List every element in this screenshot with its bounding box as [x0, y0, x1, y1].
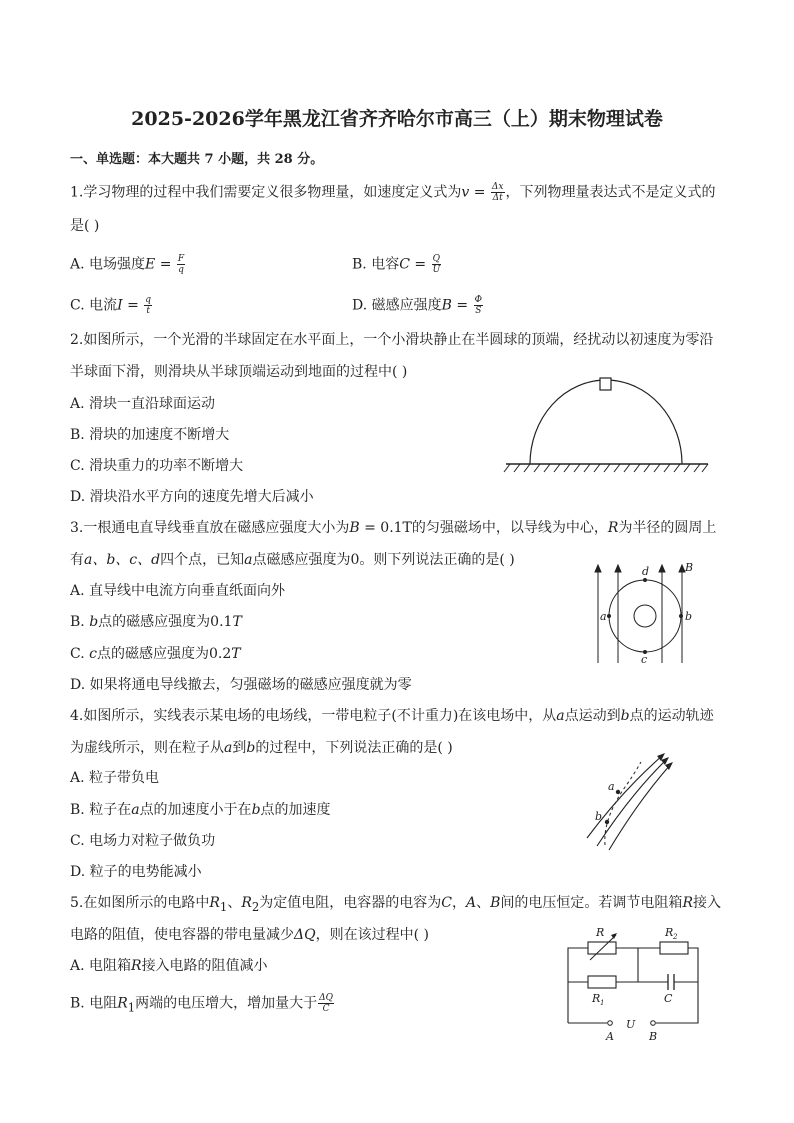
q5-option-a[interactable]: A. 电阻箱R接入电路的阻值减小	[70, 958, 268, 974]
svg-text:R: R	[592, 992, 601, 1005]
q1-option-c[interactable]: C. 电流I = $\frac{q}{t}$	[70, 295, 152, 316]
q2-stem-line1: 2.如图所示，一个光滑的半球固定在水平面上，一个小滑块静止在半圆球的顶端，经扰动以初速度为零沿	[70, 332, 714, 348]
q3-option-b[interactable]: B. b点的磁感应强度为0.1T	[70, 614, 242, 630]
circuit-figure	[560, 920, 720, 1045]
label-b: b	[685, 610, 693, 623]
terminal-B	[651, 1021, 656, 1026]
q1-option-b[interactable]: B. 电容C = $\frac{Q}{U}$	[352, 254, 441, 275]
field-lines	[587, 755, 671, 850]
q2-option-b[interactable]: B. 滑块的加速度不断增大	[70, 427, 230, 443]
orbit-circle	[609, 580, 681, 652]
label-a: a	[600, 610, 607, 623]
q3-option-d[interactable]: D. 如果将通电导线撤去，匀强磁场的磁感应强度就为零	[70, 677, 412, 693]
svg-text:U: U	[626, 1018, 636, 1031]
q5-option-b[interactable]: B. 电阻$R_1$两端的电压增大，增加量大于 $\frac{\Delta Q}{C}$	[70, 993, 334, 1015]
q3-stem-line1: 3.一根通电直导线垂直放在磁感应强度大小为B = 0.1T的匀强磁场中，以导线为中心，R为半径的圆周上	[70, 520, 717, 536]
label-B: B	[685, 561, 694, 574]
svg-text:2: 2	[673, 933, 678, 941]
q5-stem-line2: 电路的阻值，使电容器的带电量减少ΔQ，则在该过程中( )	[70, 927, 429, 943]
resistor-box-R2	[660, 942, 688, 954]
wire-circle	[634, 605, 656, 627]
page-title: 2025-2026学年黑龙江省齐齐哈尔市高三（上）期末物理试卷	[131, 108, 663, 130]
q2-option-c[interactable]: C. 滑块重力的功率不断增大	[70, 458, 244, 474]
q4-stem-line2: 为虚线所示，则在粒子从a到b的过程中，下列说法正确的是( )	[70, 740, 453, 756]
magnetic-field-figure	[590, 563, 700, 668]
svg-text:C: C	[664, 992, 673, 1005]
label-a: a	[608, 780, 615, 793]
svg-text:R: R	[596, 926, 605, 939]
hemisphere-figure	[500, 370, 720, 480]
label-b: b	[595, 810, 603, 823]
q1-stem-line1: 1.学习物理的过程中我们需要定义很多物理量，如速度定义式为v = $\frac{\Delta x}{\Delta t}$ ，下列物理量表达式不是定义式的	[70, 182, 716, 203]
q1-option-a[interactable]: A. 电场强度E = $\frac{F}{q}$	[70, 254, 185, 275]
trajectory	[605, 762, 641, 845]
resistor-box-R1	[588, 976, 616, 988]
q3-option-a[interactable]: A. 直导线中电流方向垂直纸面向外	[70, 583, 286, 599]
q4-option-d[interactable]: D. 粒子的电势能减小	[70, 864, 202, 880]
label-d: d	[642, 565, 650, 578]
slider-block	[600, 378, 611, 390]
svg-text:R: R	[665, 926, 674, 939]
hemisphere-outline	[530, 380, 682, 464]
q1-option-d[interactable]: D. 磁感应强度B = $\frac{\Phi}{S}$	[352, 295, 482, 316]
svg-text:A: A	[606, 1030, 614, 1043]
q4-option-a[interactable]: A. 粒子带负电	[70, 770, 160, 786]
q4-option-c[interactable]: C. 电场力对粒子做负功	[70, 833, 216, 849]
q1-stem-line2: 是( )	[70, 218, 100, 234]
field-lines	[595, 565, 685, 663]
svg-text:1: 1	[600, 999, 605, 1007]
electric-field-figure	[585, 750, 675, 850]
terminal-A	[608, 1021, 613, 1026]
q4-option-b[interactable]: B. 粒子在a点的加速度小于在b点的加速度	[70, 802, 331, 818]
q2-option-a[interactable]: A. 滑块一直沿球面运动	[70, 396, 216, 412]
q4-stem-line1: 4.如图所示，实线表示某电场的电场线，一带电粒子(不计重力)在该电场中，从a点运动到b点的运动轨迹	[70, 708, 714, 724]
ground-hatching	[504, 464, 708, 472]
q2-option-d[interactable]: D. 滑块沿水平方向的速度先增大后减小	[70, 489, 314, 505]
q3-option-c[interactable]: C. c点的磁感应强度为0.2T	[70, 646, 241, 662]
q3-stem-line2: 有a、b、c、d四个点，已知a点磁感应强度为0。则下列说法正确的是( )	[70, 552, 515, 568]
q5-stem-line1: 5.在如图所示的电路中$R_1$、$R_2$为定值电阻，电容器的电容为C，A、B间的电压恒定。若调节电阻箱R接入	[70, 895, 721, 914]
q2-stem-line2: 半球面下滑，则滑块从半球顶端运动到地面的过程中( )	[70, 364, 408, 380]
label-c: c	[641, 653, 648, 666]
svg-text:B: B	[649, 1030, 658, 1043]
section-heading: 一、单选题：本大题共 7 小题，共 28 分。	[70, 152, 324, 167]
